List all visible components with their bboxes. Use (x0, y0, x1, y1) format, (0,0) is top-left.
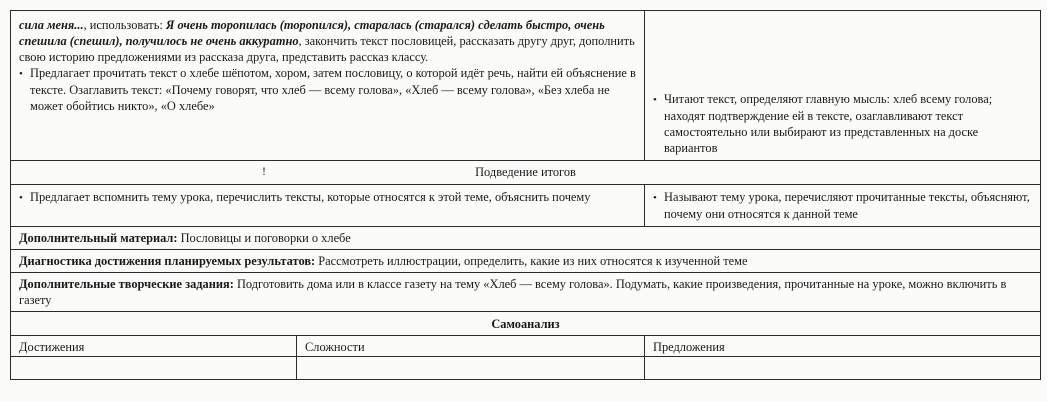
self-analysis-empty-row (11, 357, 1041, 380)
summary-teacher-bullet (19, 189, 636, 206)
diagnostics-text: Рассмотреть иллюстрации, определить, какие из них относятся к изученной теме (315, 254, 748, 268)
extra-material-cell (11, 227, 1041, 250)
teacher-instructions-paragraph (19, 17, 636, 65)
instruction-continuation: , закончить текст пословицей, рассказать другу друг, дополнить свою историю предложениями из рассказа друга, представить рассказ классу. (19, 34, 635, 64)
italic-lead-text: сила меня... (19, 18, 84, 32)
self-analysis-heading: Самоанализ (11, 312, 1041, 336)
achievements-cell (11, 357, 297, 380)
achievements-header: Достижения (11, 336, 297, 357)
extra-material-text: Пословицы и поговорки о хлебе (177, 231, 351, 245)
self-analysis-heading-row (11, 312, 1041, 336)
student-bullet (653, 91, 1032, 156)
summary-student-text: Называют тему урока, перечисляют прочитанные тексты, объясняют, почему они относятся к данной теме (664, 190, 1030, 221)
suggestions-cell (645, 357, 1041, 380)
teacher-bullet (19, 65, 636, 114)
creative-tasks-row (11, 273, 1041, 312)
italic-phrase-text: Я очень торопилась (торопился), старалась (старался) сделать быстро, очень спешила (спешил), получилось не очень аккуратно (19, 18, 605, 48)
difficulties-cell (297, 357, 645, 380)
creative-tasks-label: Дополнительные творческие задания: (19, 277, 234, 291)
summary-teacher-cell (11, 185, 645, 227)
extra-material-row (11, 227, 1041, 250)
student-activity-cell (645, 11, 1041, 161)
diagnostics-cell (11, 250, 1041, 273)
teacher-bullet-text: Предлагает прочитать текст о хлебе шёпотом, хором, затем пословицу, о которой идёт речь, найти ей объяснение в тексте. Озаглавить текст: «Почему говорят, что хлеб — всему голова», «Хлеб — всему голова», «Без хлеба не может обойтись никто», «О хлебе» (30, 66, 636, 113)
self-analysis-columns-row (11, 336, 1041, 357)
student-bullet-text: Читают текст, определяют главную мысль: хлеб всему голова; находят подтверждение ей в тексте, озаглавливают текст самостоятельно или выбирают из представленных на доске вариантов (664, 92, 993, 155)
diagnostics-row (11, 250, 1041, 273)
suggestions-header: Предложения (645, 336, 1041, 357)
summary-heading-row (11, 161, 1041, 185)
teacher-activity-cell (11, 11, 645, 161)
activity-row (11, 11, 1041, 161)
summary-heading: Подведение итогов (11, 161, 1041, 185)
creative-tasks-text: Подготовить дома или в классе газету на тему «Хлеб — всему голова». Подумать, какие произведения, прочитанные на уроке, можно включить в газету (19, 277, 1007, 307)
scan-mark: ! (262, 164, 266, 178)
instruction-text: , использовать: (83, 18, 166, 32)
lesson-table (10, 10, 1041, 380)
summary-student-bullet (653, 189, 1032, 222)
diagnostics-label: Диагностика достижения планируемых результатов: (19, 254, 316, 268)
summary-teacher-text: Предлагает вспомнить тему урока, перечислить тексты, которые относятся к этой теме, объяснить почему (30, 190, 591, 204)
creative-tasks-cell (11, 273, 1041, 312)
difficulties-header: Сложности (297, 336, 645, 357)
summary-student-cell (645, 185, 1041, 227)
extra-material-label: Дополнительный материал: (19, 231, 178, 245)
summary-row (11, 185, 1041, 227)
